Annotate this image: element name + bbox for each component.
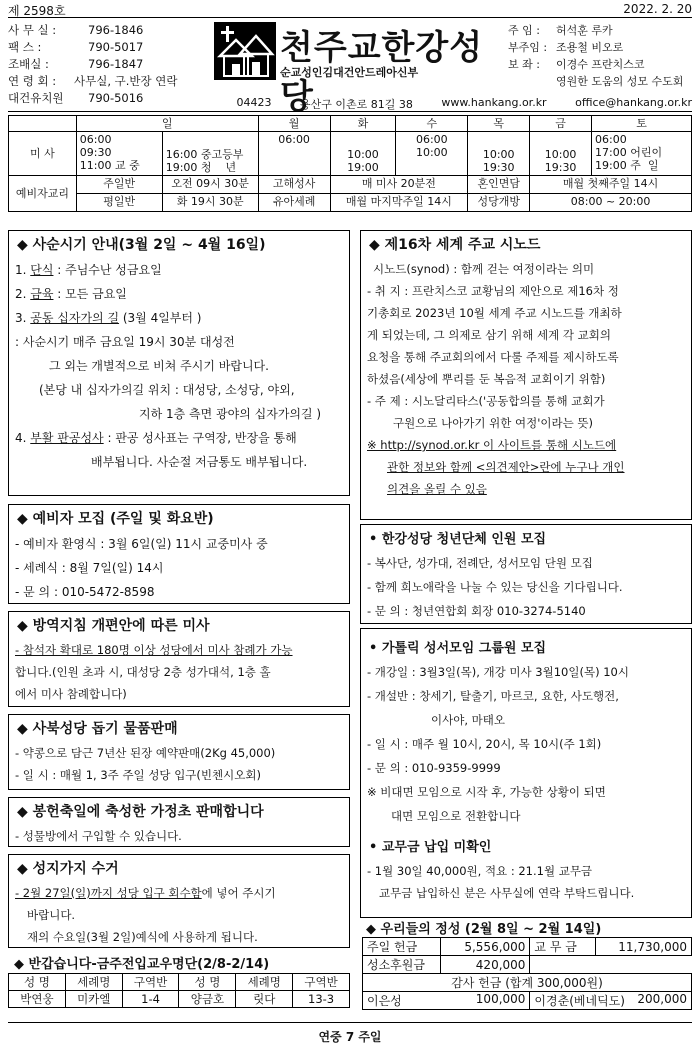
donor-amount: 200,000 — [637, 992, 687, 1006]
item-text: - 개설반 : 창세기, 탈출기, 마르코, 요한, 사도행전, — [367, 689, 619, 703]
table-cell: 성소후원금 — [363, 956, 441, 974]
item-text: ※ 비대면 모임으로 시작 후, 가능한 상황이 되면 — [367, 785, 606, 799]
donor-name: 이은성 — [367, 994, 402, 1008]
synod-link[interactable]: ※ http://synod.or.kr 이 사이트를 통해 시노드에 — [367, 438, 617, 452]
table-cell: 릿다 — [236, 991, 293, 1008]
table-row — [363, 974, 692, 992]
footer-divider — [8, 1022, 692, 1023]
bible-group-notice — [360, 628, 692, 918]
info-cell: 혼인면담 — [468, 176, 530, 194]
item-text: : 사순시기 매주 금요일 19시 30분 대성전 — [15, 335, 235, 349]
contact-label: 팩 스 : — [8, 40, 42, 54]
item-text: : 판공 성사표는 구역장, 반장을 통해 — [103, 431, 297, 445]
staff-role: 주 임 : — [508, 24, 540, 37]
catechumen-notice — [8, 504, 350, 604]
day-header: 수 — [396, 116, 468, 132]
item-keyword: 금육 — [30, 287, 54, 301]
monday-mass-times: 06:00 — [258, 132, 330, 176]
item-text: - 함께 희노애락을 나눌 수 있는 당신을 기다립니다. — [367, 580, 623, 594]
day-header: 월 — [258, 116, 330, 132]
welcome-title: ◆ 반갑습니다-금주전입교우명단(2/8-2/14) — [14, 957, 270, 972]
section-title: ◆ 사순시기 안내(3월 2일 ~ 4월 16일) — [17, 237, 266, 253]
staff-role: 보 좌 : — [508, 58, 540, 71]
table-cell: 1-4 — [122, 991, 179, 1008]
item-text: - 복사단, 성가대, 전례단, 성서모임 단원 모집 — [367, 556, 593, 570]
item-text: 바랍니다. — [27, 908, 76, 922]
column-header: 구역반 — [122, 974, 179, 991]
item-text: : 모든 금요일 — [53, 287, 127, 301]
staff-name: 영원한 도움의 성모 수도회 — [556, 75, 684, 88]
section-title: ◆ 성지가지 수거 — [17, 861, 119, 877]
day-header: 화 — [330, 116, 396, 132]
item-text: - 예비자 환영식 : 3월 6일(일) 11시 교중미사 중 — [15, 537, 268, 551]
section-title: • 교무금 납입 미확인 — [369, 840, 492, 855]
address-line — [8, 96, 692, 112]
mass-label: 미 사 — [9, 132, 77, 176]
item-text: - 일 시 : 매월 1, 3주 주일 성당 입구(빈첸시오회) — [15, 768, 261, 782]
item-text: - 성물방에서 구입할 수 있습니다. — [15, 829, 182, 843]
table-row — [9, 991, 350, 1008]
email-link[interactable]: office@hankang.or.kr — [575, 96, 692, 109]
offering-table — [362, 937, 692, 1010]
issue-number: 제 2598호 — [8, 4, 66, 18]
candle-sale-notice — [8, 797, 350, 847]
item-text: : 주님수난 성금요일 — [53, 263, 162, 277]
contact-value: 790-5016 — [88, 91, 144, 105]
section-title: ◆ 방역지침 개편안에 따른 미사 — [17, 618, 210, 634]
item-text: - 문 의 : 010-9359-9999 — [367, 761, 501, 775]
item-text: (3월 4일부터 ) — [119, 311, 202, 325]
website-link[interactable]: www.hankang.or.kr — [441, 96, 547, 109]
staff-name: 조용철 비오로 — [556, 41, 624, 54]
column-header: 세례명 — [236, 974, 293, 991]
table-cell: 5,556,000 — [440, 938, 530, 956]
table-row — [363, 992, 692, 1010]
info-cell: 화 19시 30분 — [162, 194, 258, 212]
item-keyword: - 2월 27일(일)까지 성당 입구 회수함 — [15, 886, 202, 900]
table-cell: 교 무 금 — [530, 938, 596, 956]
contact-label: 사 무 실 : — [8, 23, 57, 37]
staff-list — [508, 22, 698, 90]
item-text: - 일 시 : 매주 월 10시, 20시, 목 10시(주 1회) — [367, 737, 602, 751]
column-header: 구역반 — [293, 974, 350, 991]
table-cell: 11,730,000 — [596, 938, 692, 956]
item-text: 합니다.(인원 초과 시, 대성당 2층 성가대석, 1층 홀 — [15, 665, 271, 679]
staff-name: 허석훈 루카 — [556, 24, 613, 37]
contact-value: 796-1847 — [88, 57, 144, 71]
palm-collection-notice — [8, 854, 350, 948]
table-header-row — [9, 974, 350, 991]
section-title: ◆ 제16차 세계 주교 시노드 — [369, 237, 541, 253]
day-header: 토 — [592, 116, 692, 132]
contact-value: 796-1846 — [88, 23, 144, 37]
street-address: 용산구 이촌로 81길 38 — [300, 98, 413, 111]
new-parishioners-table — [8, 973, 350, 1008]
item-text: - 1월 30일 40,000원, 적요 : 21.1월 교무금 — [367, 864, 593, 878]
church-subtitle: 순교성인김대건안드레아신부 — [280, 66, 419, 79]
section-title: ◆ 예비자 모집 (주일 및 화요반) — [17, 511, 214, 527]
lent-notice — [8, 230, 350, 496]
item-text: - 개강일 : 3월3일(목), 개강 미사 3월10일(목) 10시 — [367, 665, 629, 679]
item-text: 대면 모임으로 전환합니다 — [391, 809, 521, 823]
info-cell: 유아세례 — [258, 194, 330, 212]
item-text: 지하 1층 측면 광야의 십자가의길 ) — [139, 407, 322, 421]
item-number: 4. — [15, 431, 31, 445]
column-header: 성 명 — [179, 974, 236, 991]
church-building-icon — [214, 22, 276, 80]
item-text: 에 넣어 주시기 — [201, 886, 276, 900]
youth-recruit-notice — [360, 524, 692, 624]
section-title: ◆ 사북성당 돕기 물품판매 — [17, 721, 178, 737]
issue-date: 2022. 2. 20 — [623, 2, 692, 16]
table-cell: 13-3 — [293, 991, 350, 1008]
item-text: 하셨음(세상에 뿌리를 둔 복음적 교회이기 위함) — [367, 372, 606, 386]
item-text: 시노드(synod) : 함께 걷는 여정이라는 의미 — [373, 262, 595, 276]
item-text: - 문 의 : 청년연합회 회장 010-3274-5140 — [367, 604, 586, 618]
item-text: - 세례식 : 8월 7일(일) 14시 — [15, 561, 164, 575]
info-cell: 매 미사 20분전 — [330, 176, 468, 194]
item-text: 교무금 납입하신 분은 사무실에 연락 부탁드립니다. — [379, 886, 635, 900]
thursday-mass-times: 10:00 19:30 — [468, 132, 530, 176]
contact-list — [8, 22, 218, 107]
item-number: 1. — [15, 263, 31, 277]
item-text: - 문 의 : 010-5472-8598 — [15, 585, 155, 599]
item-text: - 약콩으로 담근 7년산 된장 예약판매(2Kg 45,000) — [15, 746, 276, 760]
contact-value: 790-5017 — [88, 40, 144, 54]
section-title: ◆ 봉헌축일에 축성한 가정초 판매합니다 — [17, 804, 264, 820]
table-cell: 양금호 — [179, 991, 236, 1008]
table-cell: 주일 헌금 — [363, 938, 441, 956]
day-header: 목 — [468, 116, 530, 132]
tuesday-mass-times: 10:00 19:00 — [330, 132, 396, 176]
church-name: 천주교한강성당 — [280, 28, 484, 117]
staff-name: 이경수 프란치스코 — [556, 58, 645, 71]
day-header: 일 — [76, 116, 258, 132]
item-text: 에서 미사 참례합니다) — [15, 687, 127, 701]
schedule-header-row — [9, 116, 692, 132]
item-number: 3. — [15, 311, 31, 325]
item-text: 배부됩니다. 사순절 저금통도 배부됩니다. — [91, 455, 308, 469]
item-text: 기총회로 2023년 10월 세계 주교 시노드를 개최하 — [367, 306, 622, 320]
mass-schedule-table — [8, 115, 692, 212]
contact-label: 조배실 : — [8, 57, 49, 71]
sunday-mass-times: 06:00 09:30 11:00 교 중 — [76, 132, 162, 176]
info-cell: 고해성사 — [258, 176, 330, 194]
item-keyword: 공동 십자가의 길 — [30, 311, 120, 325]
donor-name: 이경춘(베네딕도) — [534, 994, 625, 1008]
staff-role — [508, 73, 556, 90]
table-row — [363, 938, 692, 956]
mass-times-row — [9, 132, 692, 176]
sabuk-sale-notice — [8, 714, 350, 790]
column-header: 세례명 — [65, 974, 122, 991]
header-bar — [8, 2, 692, 18]
info-cell: 매월 첫째주일 14시 — [530, 176, 692, 194]
contact-label: 대건유치원 — [8, 91, 64, 105]
column-header: 성 명 — [9, 974, 66, 991]
item-text: - 참석자 확대로 180명 이상 성당에서 미사 참례가 가능 — [15, 643, 293, 657]
contact-label: 연 령 회 : — [8, 74, 57, 88]
table-cell: 박연웅 — [9, 991, 66, 1008]
item-text: 재의 수요일(3월 2일)예식에 사용하게 됩니다. — [27, 930, 258, 944]
item-text: 게 되었는데, 그 의제로 삼기 위해 세계 각 교회의 — [367, 328, 611, 342]
zip-code: 04423 — [236, 96, 272, 109]
saturday-mass-times: 06:00 17:00 어린이 19:00 주 일 — [592, 132, 692, 176]
item-text: 요청을 통해 주교회의에서 다룰 주제를 제시하도록 — [367, 350, 619, 364]
item-text: - 취 지 : 프란치스코 교황님의 제안으로 제16차 정 — [367, 284, 619, 298]
prep-row-2 — [9, 194, 692, 212]
info-cell: 성당개방 — [468, 194, 530, 212]
info-cell: 08:00 ~ 20:00 — [530, 194, 692, 212]
staff-role: 부주임 : — [508, 41, 548, 54]
table-cell: 감사 헌금 (합계 300,000원) — [363, 974, 692, 992]
offering-title: ◆ 우리들의 정성 (2월 8일 ~ 2월 14일) — [366, 922, 602, 937]
item-text: 관한 정보와 함께 <의견제안>란에 누구나 개인 — [387, 460, 625, 474]
info-cell: 평일반 — [76, 194, 162, 212]
synod-notice — [360, 230, 692, 520]
contact-value: 사무실, 구.반장 연락 — [74, 74, 178, 88]
item-number: 2. — [15, 287, 31, 301]
item-text: 의견을 올릴 수 있음 — [387, 482, 487, 496]
footer-label: 연중 7 주일 — [318, 1030, 382, 1044]
item-text: 이사야, 마태오 — [431, 713, 505, 727]
table-cell: 미카엘 — [65, 991, 122, 1008]
day-header: 금 — [530, 116, 592, 132]
table-cell: 420,000 — [440, 956, 530, 974]
item-keyword: 부활 판공성사 — [30, 431, 104, 445]
info-cell: 주일반 — [76, 176, 162, 194]
quarantine-notice — [8, 611, 350, 707]
table-row — [363, 956, 692, 974]
prep-row-1 — [9, 176, 692, 194]
item-keyword: 단식 — [30, 263, 54, 277]
section-title: • 가톨릭 성서모임 그룹원 모집 — [369, 641, 547, 656]
donor-amount: 100,000 — [475, 992, 526, 1006]
item-text: (본당 내 십자가의길 위치 : 대성당, 소성당, 야외, — [39, 383, 295, 397]
item-text: 그 외는 개별적으로 비쳐 주시기 바랍니다. — [49, 359, 269, 373]
item-text: 구원으로 나아가기 위한 여정'이라는 뜻) — [393, 416, 594, 430]
info-cell: 매월 마지막주일 14시 — [330, 194, 468, 212]
catechism-label: 예비자교리 — [9, 176, 77, 212]
item-text: - 주 제 : 시노달리타스('공동합의를 통해 교회가 — [367, 394, 605, 408]
sunday-evening-mass-times: 16:00 중고등부 19:00 청 년 — [162, 132, 258, 176]
section-title: • 한강성당 청년단체 인원 모집 — [369, 532, 547, 547]
friday-mass-times: 10:00 19:30 — [530, 132, 592, 176]
info-cell: 오전 09시 30분 — [162, 176, 258, 194]
wednesday-mass-times: 06:00 10:00 — [396, 132, 468, 176]
